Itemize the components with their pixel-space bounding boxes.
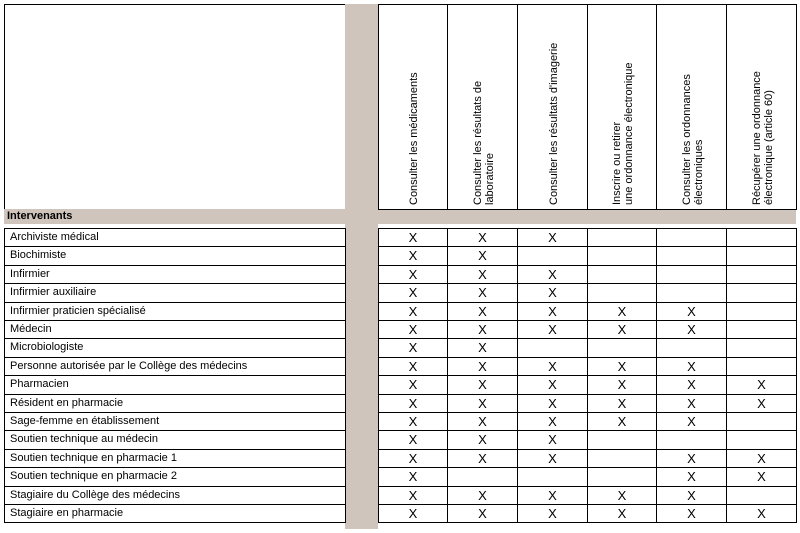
matrix-cell <box>726 357 797 376</box>
permission-mark: X <box>617 396 627 411</box>
permission-mark: X <box>548 377 557 392</box>
permission-mark: X <box>548 506 557 521</box>
permission-mark <box>448 468 517 486</box>
row-label: Stagiaire en pharmacie <box>10 507 124 519</box>
matrix-cell <box>656 467 727 487</box>
matrix-cell <box>587 467 657 487</box>
row-label: Résident en pharmacie <box>10 397 124 409</box>
permission-mark: X <box>408 377 418 392</box>
column-header-text <box>472 81 496 205</box>
matrix-cell <box>378 320 448 339</box>
matrix-cell <box>726 228 797 247</box>
matrix-cell <box>447 394 518 413</box>
matrix-cell <box>517 357 588 376</box>
row-label: Microbiologiste <box>10 341 84 353</box>
column-header-6 <box>726 4 797 210</box>
matrix-cell <box>378 486 448 505</box>
permission-mark <box>588 247 656 265</box>
matrix-cell <box>447 228 518 247</box>
permission-mark: X <box>408 359 418 374</box>
matrix-cell <box>378 265 448 284</box>
matrix-cell <box>587 338 657 358</box>
matrix-cell <box>726 504 797 523</box>
matrix-cell <box>726 430 797 450</box>
row-label-cell <box>4 283 346 303</box>
matrix-cell <box>447 302 518 321</box>
permission-mark: X <box>478 359 487 374</box>
permission-mark: X <box>548 414 557 429</box>
matrix-cell <box>517 449 588 468</box>
vertical-separator-band <box>345 4 378 529</box>
row-label-cell <box>4 302 346 321</box>
matrix-cell <box>378 338 448 358</box>
row-label: Sage-femme en établissement <box>10 415 160 427</box>
intervenants-label: Intervenants <box>7 210 73 222</box>
permission-mark <box>657 431 726 449</box>
column-header-line: Consulter les ordonnances <box>680 74 693 205</box>
column-header-line: Consulter les résultats de <box>471 80 484 205</box>
matrix-cell <box>656 320 727 339</box>
matrix-cell <box>378 394 448 413</box>
row-label-cell <box>4 338 346 358</box>
header-blank-cell <box>4 4 346 210</box>
permission-mark: X <box>478 304 487 319</box>
matrix-cell <box>517 394 588 413</box>
permission-mark: X <box>757 451 766 466</box>
row-label-cell <box>4 375 346 395</box>
matrix-cell <box>726 338 797 358</box>
matrix-cell <box>587 283 657 303</box>
row-label-cell <box>4 504 346 523</box>
matrix-cell <box>726 283 797 303</box>
matrix-cell <box>587 375 657 395</box>
matrix-cell <box>726 265 797 284</box>
permission-mark: X <box>757 469 766 484</box>
permission-mark: X <box>617 304 627 319</box>
matrix-cell <box>587 486 657 505</box>
row-label: Personne autorisée par le Collège des médecins <box>10 360 248 372</box>
permission-mark <box>588 339 656 357</box>
permission-mark: X <box>687 506 696 521</box>
matrix-cell <box>517 504 588 523</box>
column-header-line: une ordonnance électronique <box>623 62 635 205</box>
matrix-cell <box>447 412 518 431</box>
column-header-5 <box>656 4 727 210</box>
row-label: Stagiaire du Collège des médecins <box>10 489 180 501</box>
permission-mark: X <box>478 414 487 429</box>
permission-mark: X <box>478 432 487 447</box>
matrix-cell <box>517 320 588 339</box>
matrix-cell <box>517 338 588 358</box>
row-label-cell <box>4 394 346 413</box>
matrix-cell <box>656 430 727 450</box>
matrix-cell <box>587 449 657 468</box>
matrix-cell <box>656 283 727 303</box>
permission-mark: X <box>548 451 557 466</box>
column-header-4 <box>587 4 657 210</box>
matrix-cell <box>447 246 518 266</box>
permission-mark: X <box>548 359 557 374</box>
matrix-cell <box>656 265 727 284</box>
column-header-text <box>751 71 775 205</box>
matrix-cell <box>726 375 797 395</box>
permission-mark: X <box>408 248 418 263</box>
row-label: Soutien technique en pharmacie 1 <box>10 452 177 464</box>
permission-mark: X <box>687 488 696 503</box>
permission-mark: X <box>617 322 627 337</box>
column-header-text <box>408 72 420 205</box>
permission-mark: X <box>478 506 487 521</box>
permission-mark: X <box>548 267 557 282</box>
matrix-cell <box>656 246 727 266</box>
matrix-cell <box>447 357 518 376</box>
matrix-cell <box>726 302 797 321</box>
permission-mark: X <box>408 506 418 521</box>
matrix-cell <box>587 302 657 321</box>
matrix-cell <box>447 283 518 303</box>
matrix-cell <box>447 265 518 284</box>
matrix-cell <box>726 486 797 505</box>
matrix-cell <box>378 246 448 266</box>
permission-mark <box>657 266 726 283</box>
matrix-cell <box>447 338 518 358</box>
permission-mark: X <box>478 322 487 337</box>
permission-mark <box>588 431 656 449</box>
row-label-cell <box>4 449 346 468</box>
permission-mark <box>588 229 656 246</box>
permission-mark: X <box>548 285 557 300</box>
row-label: Soutien technique en pharmacie 2 <box>10 470 177 482</box>
permission-mark: X <box>548 488 557 503</box>
permission-mark: X <box>687 304 696 319</box>
matrix-cell <box>656 412 727 431</box>
permission-mark: X <box>408 451 418 466</box>
matrix-cell <box>726 320 797 339</box>
matrix-cell <box>656 375 727 395</box>
permission-mark <box>727 247 796 265</box>
permission-mark <box>727 266 796 283</box>
column-header-line: électroniques <box>692 139 705 205</box>
matrix-cell <box>587 430 657 450</box>
permission-mark <box>657 284 726 302</box>
permission-mark: X <box>408 230 418 245</box>
matrix-cell <box>378 467 448 487</box>
column-header-text <box>681 74 705 205</box>
permission-mark <box>657 339 726 357</box>
row-label-cell <box>4 412 346 431</box>
column-header-line: laboratoire <box>483 153 496 205</box>
matrix-cell <box>447 449 518 468</box>
permission-mark: X <box>478 285 487 300</box>
matrix-cell <box>517 228 588 247</box>
column-header-line: Récupérer une ordonnance <box>750 71 763 205</box>
permission-mark: X <box>548 304 557 319</box>
permission-mark: X <box>408 469 418 484</box>
row-label-cell <box>4 486 346 505</box>
permission-mark: X <box>548 322 557 337</box>
permission-mark: X <box>478 340 487 355</box>
column-header-text <box>611 62 635 205</box>
permission-mark <box>588 468 656 486</box>
matrix-cell <box>656 504 727 523</box>
matrix-cell <box>517 486 588 505</box>
matrix-cell <box>378 430 448 450</box>
permission-mark: X <box>617 414 627 429</box>
matrix-cell <box>656 338 727 358</box>
row-label: Pharmacien <box>10 378 69 390</box>
matrix-cell <box>587 357 657 376</box>
matrix-cell <box>587 504 657 523</box>
column-header-1 <box>378 4 448 210</box>
matrix-cell <box>447 320 518 339</box>
column-header-3 <box>517 4 588 210</box>
matrix-cell <box>517 375 588 395</box>
matrix-cell <box>378 375 448 395</box>
matrix-cell <box>517 265 588 284</box>
matrix-cell <box>517 302 588 321</box>
matrix-cell <box>517 467 588 487</box>
matrix-cell <box>656 449 727 468</box>
permission-mark <box>518 339 587 357</box>
permission-mark: X <box>478 396 487 411</box>
permission-mark: X <box>687 359 696 374</box>
matrix-cell <box>587 412 657 431</box>
matrix-cell <box>447 486 518 505</box>
permission-mark <box>657 229 726 246</box>
permission-mark <box>727 339 796 357</box>
permission-mark <box>588 450 656 467</box>
permission-mark: X <box>548 230 557 245</box>
permission-mark: X <box>757 506 766 521</box>
permission-mark: X <box>408 396 418 411</box>
row-label: Médecin <box>10 323 52 335</box>
matrix-cell <box>378 357 448 376</box>
permission-mark: X <box>617 506 627 521</box>
column-header-line: Inscrire ou retirer <box>611 121 623 205</box>
row-label: Soutien technique au médecin <box>10 433 158 445</box>
matrix-cell <box>447 375 518 395</box>
matrix-cell <box>726 467 797 487</box>
permission-mark: X <box>408 285 418 300</box>
matrix-cell <box>656 357 727 376</box>
row-label: Biochimiste <box>10 249 67 261</box>
permission-mark <box>727 303 796 320</box>
row-label: Infirmier auxiliaire <box>10 286 97 298</box>
matrix-cell <box>517 283 588 303</box>
permission-mark: X <box>617 488 627 503</box>
matrix-cell <box>447 504 518 523</box>
permission-mark <box>518 247 587 265</box>
row-label-cell <box>4 265 346 284</box>
permission-mark: X <box>408 414 418 429</box>
permission-mark <box>657 247 726 265</box>
permission-mark <box>518 468 587 486</box>
matrix-cell <box>656 394 727 413</box>
matrix-cell <box>447 430 518 450</box>
matrix-cell <box>726 246 797 266</box>
matrix-cell <box>587 228 657 247</box>
row-label: Infirmier <box>10 268 50 280</box>
matrix-cell <box>587 246 657 266</box>
column-header-text <box>548 43 560 205</box>
matrix-cell <box>587 320 657 339</box>
permission-mark: X <box>687 377 696 392</box>
permission-mark: X <box>408 488 418 503</box>
permission-mark: X <box>478 248 487 263</box>
matrix-cell <box>587 394 657 413</box>
row-label-cell <box>4 467 346 487</box>
column-header-2 <box>447 4 518 210</box>
permission-mark: X <box>408 432 418 447</box>
matrix-cell <box>587 265 657 284</box>
permission-mark: X <box>617 377 627 392</box>
matrix-cell <box>726 394 797 413</box>
matrix-cell <box>656 486 727 505</box>
permission-mark <box>588 284 656 302</box>
matrix-cell <box>517 430 588 450</box>
permission-mark: X <box>687 469 696 484</box>
row-label: Infirmier praticien spécialisé <box>10 305 146 317</box>
permission-mark: X <box>478 451 487 466</box>
matrix-cell <box>378 449 448 468</box>
row-label-cell <box>4 228 346 247</box>
matrix-cell <box>378 283 448 303</box>
intervenants-header-band <box>4 209 796 224</box>
permission-mark: X <box>687 451 696 466</box>
row-label-cell <box>4 430 346 450</box>
permission-mark: X <box>687 414 696 429</box>
permission-mark: X <box>478 267 487 282</box>
matrix-cell <box>726 449 797 468</box>
permission-mark: X <box>478 377 487 392</box>
matrix-cell <box>656 228 727 247</box>
permission-mark: X <box>408 304 418 319</box>
permission-mark: X <box>478 230 487 245</box>
permission-mark: X <box>478 488 487 503</box>
permission-mark <box>727 321 796 338</box>
permission-mark <box>727 284 796 302</box>
permission-mark <box>727 229 796 246</box>
matrix-cell <box>378 412 448 431</box>
permission-mark <box>588 266 656 283</box>
row-label: Archiviste médical <box>10 231 99 243</box>
matrix-cell <box>726 412 797 431</box>
column-header-line: Consulter les médicaments <box>408 72 420 205</box>
permission-mark: X <box>687 396 696 411</box>
permission-mark: X <box>548 432 557 447</box>
permission-mark: X <box>687 322 696 337</box>
permission-mark: X <box>408 322 418 337</box>
permission-mark <box>727 358 796 375</box>
row-label-cell <box>4 246 346 266</box>
row-label-cell <box>4 357 346 376</box>
matrix-cell <box>378 504 448 523</box>
matrix-cell <box>378 228 448 247</box>
column-header-line: électronique (article 60) <box>762 90 775 205</box>
permission-mark: X <box>757 396 766 411</box>
permission-mark <box>727 413 796 430</box>
matrix-cell <box>656 302 727 321</box>
permission-mark <box>727 487 796 504</box>
matrix-cell <box>447 467 518 487</box>
matrix-cell <box>517 246 588 266</box>
matrix-cell <box>378 302 448 321</box>
permission-mark: X <box>408 267 418 282</box>
row-label-cell <box>4 320 346 339</box>
permission-mark: X <box>617 359 627 374</box>
permission-mark: X <box>408 340 418 355</box>
permission-mark <box>727 431 796 449</box>
permission-mark: X <box>757 377 766 392</box>
matrix-cell <box>517 412 588 431</box>
column-header-line: Consulter les résultats d'imagerie <box>547 42 560 205</box>
permission-mark: X <box>548 396 557 411</box>
